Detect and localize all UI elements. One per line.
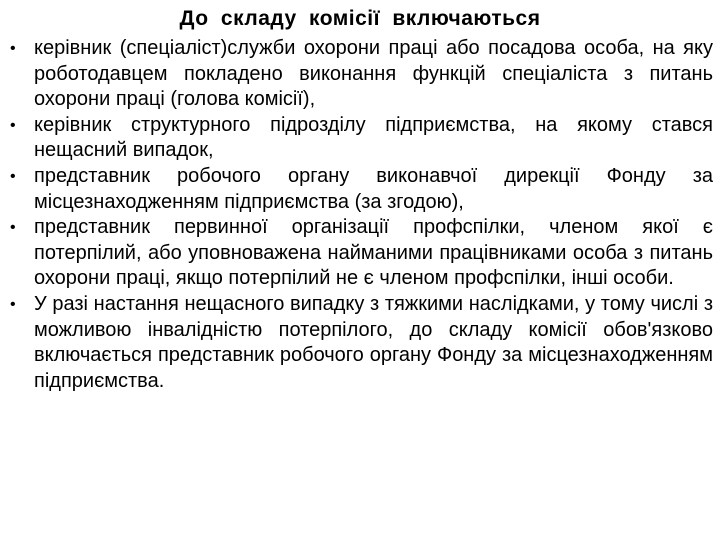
- list-item-text: представник первинної організації профспілки, членом якої є потерпілий, або уповноважена найманими працівниками особа з питань охорони праці, якщо потерпілий не є членом профспілки, інші особи.: [34, 216, 713, 290]
- bullet-icon: •: [10, 219, 16, 237]
- list-item: [8, 215, 713, 292]
- list-item-text: представник робочого органу виконавчої дирекції Фонду за місцезнаходженням підприємства (за згодою),: [34, 164, 713, 213]
- bullet-icon: •: [10, 40, 16, 57]
- slide-heading: До складу комісії включаються: [179, 7, 541, 30]
- bullet-icon: •: [10, 167, 16, 185]
- list-item: [8, 292, 713, 394]
- list-item: [8, 164, 713, 215]
- list-item-text: У разі настання нещасного випадку з тяжкими наслідками, у тому числі з можливою інвалідністю потерпілого, до складу комісії обов'язково включається представник робочого органу Фонду за місцезнаходженням підприємства.: [34, 292, 713, 392]
- list-item: [8, 36, 713, 113]
- list-item-text: керівник структурного підрозділу підприємства, на якому стався нещасний випадок,: [34, 113, 713, 162]
- list-item: [8, 113, 713, 164]
- bullet-list: [8, 36, 713, 394]
- list-item-text: керівник (спеціаліст)служби охорони праці або посадова особа, на яку роботодавцем покладено виконання функцій спеціаліста з питань охорони праці (голова комісії),: [34, 37, 713, 111]
- bullet-icon: •: [10, 295, 16, 313]
- bullet-icon: •: [10, 116, 16, 134]
